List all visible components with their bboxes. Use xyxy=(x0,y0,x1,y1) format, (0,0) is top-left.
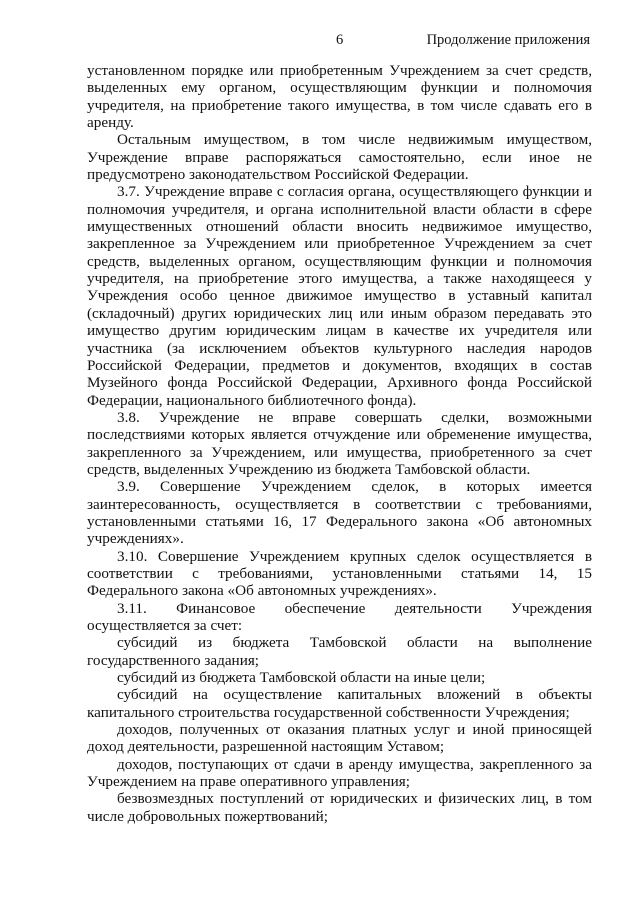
page-header xyxy=(0,32,640,52)
paragraph-clause-3-9: 3.9. Совершение Учреждением сделок, в которых имеется заинтересованность, осуществляется в соответствии с требованиями, установленными статьями 16, 17 Федерального закона «Об автономных учреждениях». xyxy=(87,478,592,548)
paragraph-clause-3-10: 3.10. Совершение Учреждением крупных сделок осуществляется в соответствии с требованиями, установленными статьями 14, 15 Федерального закона «Об автономных учреждениях». xyxy=(87,547,592,600)
funding-source-item: доходов, поступающих от сдачи в аренду имущества, закрепленного за Учреждением на праве оперативного управления; xyxy=(87,755,592,791)
funding-source-item: субсидий из бюджета Тамбовской области на выполнение государственного задания; xyxy=(87,634,592,669)
paragraph: Остальным имуществом, в том числе недвижимым имуществом, Учреждение вправе распоряжаться самостоятельно, если иное не предусмотрено законодательством Российской Федерации. xyxy=(87,131,592,184)
funding-source-item: субсидий из бюджета Тамбовской области на иные цели; xyxy=(117,669,486,687)
document-body xyxy=(87,62,592,825)
funding-source-item: безвозмездных поступлений от юридических и физических лиц, в том числе добровольных пожертвований; xyxy=(87,790,592,825)
paragraph-clause-3-8: 3.8. Учреждение не вправе совершать сделки, возможными последствиями которых является отчуждение или обременение имущества, закрепленного за Учреждением, или имущества, приобретенного за счет средств, выделенных Учреждению из бюджета Тамбовской области. xyxy=(87,408,592,478)
funding-source-item: субсидий на осуществление капитальных вложений в объекты капитального строительства государственной собственности Учреждения; xyxy=(87,686,592,721)
page-number: 6 xyxy=(336,32,344,48)
paragraph-clause-3-7: 3.7. Учреждение вправе с согласия органа, осуществляющего функции и полномочия учредителя, и органа исполнительной власти области в сфере имущественных отношений области вносить недвижимое имущество, закрепленное за Учреждением или приобретенное Учреждением за счет средств, выделенных органом, осуществляющим функции и полномочия учредителя, на приобретение этого имущества, а также находящееся у Учреждения особо ценное движимое имущество в уставный капитал (складочный) других юридических лиц или иным образом передавать это имущество другим юридическим лицам в качестве их учредителя или участника (за исключением объектов культурного наследия народов Российской Федерации, предметов и документов, входящих в состав Музейного фонда Российской Федерации, Архивного фонда Российской Федерации, национального библиотечного фонда). xyxy=(87,183,592,409)
funding-source-item: доходов, полученных от оказания платных услуг и иной приносящей доход деятельности, разрешенной настоящим Уставом; xyxy=(87,721,592,756)
paragraph-clause-3-11: 3.11. Финансовое обеспечение деятельности Учреждения осуществляется за счет: xyxy=(87,599,592,634)
paragraph: установленном порядке или приобретенным Учреждением за счет средств, выделенных ему органом, осуществляющим функции и полномочия учредителя, на приобретение такого имущества, в том числе сдавать его в аренду. xyxy=(87,62,592,132)
running-head: Продолжение приложения xyxy=(426,32,590,48)
